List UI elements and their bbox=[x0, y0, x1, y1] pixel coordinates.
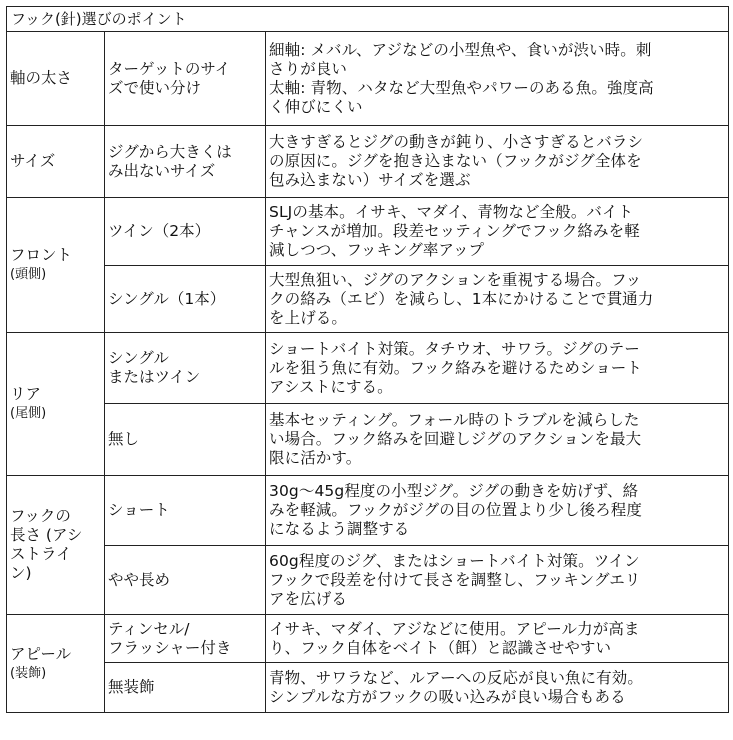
description-line: アシストにする。 bbox=[269, 377, 393, 396]
subcategory-label: やや長め bbox=[108, 570, 171, 589]
description-line: になるよう調整する bbox=[269, 520, 410, 538]
row-subcategory-cell bbox=[105, 404, 266, 476]
description-line: を上げる。 bbox=[269, 308, 348, 327]
row-subcategory-cell bbox=[105, 266, 266, 333]
description-line: イサキ、マダイ、アジなどに使用。アピール力が高ま bbox=[269, 619, 640, 638]
category-label-line: フックの bbox=[10, 507, 71, 525]
subcategory-label: シングル（1本） bbox=[108, 289, 226, 308]
description-line: さりが良い bbox=[269, 59, 348, 78]
description-line: の原因に。ジグを抱き込まない（フックがジグ全体を bbox=[269, 152, 642, 170]
description-line: アを広げる bbox=[269, 589, 348, 608]
category-note: (装飾) bbox=[10, 665, 47, 681]
description-line: 細軸: メバル、アジなどの小型魚や、食いが渋い時。刺 bbox=[269, 40, 652, 59]
row-description-cell bbox=[266, 663, 729, 713]
description-line: 限に活かす。 bbox=[269, 449, 362, 467]
subcategory-label: ターゲットのサイ bbox=[108, 59, 231, 78]
row-subcategory-cell bbox=[105, 663, 266, 713]
subcategory-label: 無装飾 bbox=[108, 678, 155, 696]
table-row bbox=[7, 126, 729, 198]
description-line: い場合。フック絡みを回避しジグのアクションを最大 bbox=[269, 430, 642, 448]
subcategory-label: ジグから大きくは bbox=[108, 142, 232, 161]
description-line: 60g程度のジグ、またはショートバイト対策。ツイン bbox=[269, 551, 640, 570]
table-row bbox=[7, 663, 729, 713]
description-line: チャンスが増加。段差セッティングでフック絡みを軽 bbox=[269, 222, 640, 240]
row-category-cell bbox=[7, 333, 105, 476]
category-label: アピール bbox=[10, 644, 72, 663]
description-line: SLJの基本。イサキ、マダイ、青物など全般。バイト bbox=[269, 203, 634, 221]
table-row bbox=[7, 266, 729, 333]
category-label: リア bbox=[10, 385, 42, 403]
table-row bbox=[7, 404, 729, 476]
table-row bbox=[7, 476, 729, 546]
row-description-cell bbox=[266, 476, 729, 546]
row-category-cell bbox=[7, 126, 105, 198]
description-line: く伸びにくい bbox=[269, 97, 363, 116]
description-line: 基本セッティング。フォール時のトラブルを減らした bbox=[269, 411, 640, 429]
row-subcategory-cell bbox=[105, 615, 266, 663]
row-subcategory-cell bbox=[105, 546, 266, 615]
description-line: 青物、サワラなど、ルアーへの反応が良い魚に有効。 bbox=[269, 668, 643, 687]
category-label: 軸の太さ bbox=[10, 69, 73, 87]
description-line: フックで段差を付けて長さを調整し、フッキングエリ bbox=[269, 570, 641, 589]
row-subcategory-cell bbox=[105, 333, 266, 404]
subcategory-label: ショート bbox=[108, 501, 170, 519]
row-subcategory-cell bbox=[105, 126, 266, 198]
description-line: ショートバイト対策。タチウオ、サワラ。ジグのテー bbox=[269, 339, 640, 358]
subcategory-label: ズで使い分け bbox=[108, 78, 202, 97]
subcategory-label: 無し bbox=[108, 430, 140, 448]
row-category-cell bbox=[7, 32, 105, 126]
row-description-cell bbox=[266, 266, 729, 333]
category-label-line: 長さ (アシ bbox=[10, 526, 83, 544]
row-category-cell bbox=[7, 476, 105, 615]
hook-selection-table bbox=[6, 6, 729, 713]
table-title-row bbox=[7, 7, 729, 32]
row-description-cell bbox=[266, 198, 729, 266]
category-label-line: ン) bbox=[10, 564, 32, 582]
row-subcategory-cell bbox=[105, 476, 266, 546]
row-description-cell bbox=[266, 546, 729, 615]
subcategory-label: またはツイン bbox=[108, 368, 201, 386]
description-line: 30g～45g程度の小型ジグ。ジグの動きを妨げず、絡 bbox=[269, 482, 639, 500]
description-line: 太軸: 青物、ハタなど大型魚やパワーのある魚。強度高 bbox=[269, 78, 654, 97]
table-row bbox=[7, 615, 729, 663]
row-subcategory-cell bbox=[105, 198, 266, 266]
table-row bbox=[7, 198, 729, 266]
description-line: り、フック自体をベイト（餌）と認識させやすい bbox=[269, 638, 612, 657]
description-line: 大型魚狙い、ジグのアクションを重視する場合。フッ bbox=[269, 270, 642, 289]
description-line: クの絡み（エビ）を減らし、1本にかけることで貫通力 bbox=[269, 289, 654, 308]
subcategory-label: ツイン（2本） bbox=[108, 222, 211, 240]
description-line: 包み込まない）サイズを選ぶ bbox=[269, 171, 471, 189]
category-label-line: ストライ bbox=[10, 545, 72, 563]
subcategory-label: シングル bbox=[108, 349, 169, 367]
description-line: ルを狙う魚に有効。フック絡みを避けるためショート bbox=[269, 358, 643, 377]
table-title: フック(針)選びのポイント bbox=[7, 7, 729, 32]
category-note: (尾側) bbox=[10, 406, 47, 421]
category-label: フロント bbox=[10, 246, 73, 264]
description-line: シンプルな方がフックの吸い込みが良い場合もある bbox=[269, 687, 626, 706]
subcategory-label: ティンセル/ bbox=[108, 619, 190, 638]
table-row bbox=[7, 32, 729, 126]
row-category-cell bbox=[7, 615, 105, 713]
row-description-cell bbox=[266, 32, 729, 126]
table-row bbox=[7, 546, 729, 615]
row-description-cell bbox=[266, 404, 729, 476]
category-label: サイズ bbox=[10, 152, 56, 170]
row-description-cell bbox=[266, 333, 729, 404]
row-subcategory-cell bbox=[105, 32, 266, 126]
description-line: 大きすぎるとジグの動きが鈍り、小さすぎるとバラシ bbox=[269, 133, 644, 151]
description-line: みを軽減。フックがジグの目の位置より少し後ろ程度 bbox=[269, 501, 643, 519]
table-row bbox=[7, 333, 729, 404]
row-description-cell bbox=[266, 126, 729, 198]
row-description-cell bbox=[266, 615, 729, 663]
description-line: 減しつつ、フッキング率アップ bbox=[269, 241, 485, 259]
row-category-cell bbox=[7, 198, 105, 333]
subcategory-label: み出ないサイズ bbox=[108, 161, 216, 180]
subcategory-label: フラッシャー付き bbox=[108, 638, 232, 657]
category-note: (頭側) bbox=[10, 267, 47, 282]
